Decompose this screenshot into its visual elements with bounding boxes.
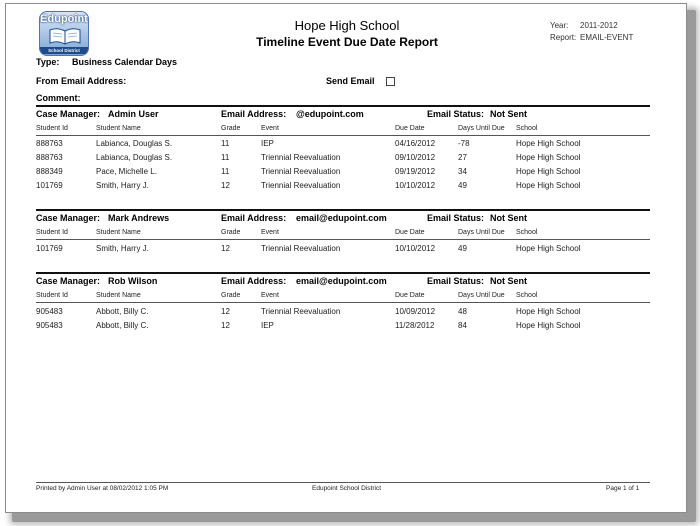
type-label: Type: bbox=[36, 57, 60, 67]
cell-student-id: 888763 bbox=[36, 153, 63, 162]
type-value: Business Calendar Days bbox=[72, 57, 178, 67]
cell-student-name: Smith, Harry J. bbox=[96, 181, 149, 190]
cell-student-name: Abbott, Billy C. bbox=[96, 321, 149, 330]
case-manager-name: Mark Andrews bbox=[108, 213, 170, 223]
report-title: Timeline Event Due Date Report bbox=[256, 35, 438, 49]
col-student-name: Student Name bbox=[96, 292, 141, 299]
logo-brand: Edupoint bbox=[40, 13, 88, 25]
cell-student-name: Smith, Harry J. bbox=[96, 244, 149, 253]
cell-grade: 12 bbox=[221, 181, 230, 190]
cell-school: Hope High School bbox=[516, 181, 581, 190]
cell-days-until-due: 48 bbox=[458, 307, 467, 316]
cell-due-date: 04/16/2012 bbox=[395, 139, 436, 148]
col-grade: Grade bbox=[221, 229, 241, 236]
cell-school: Hope High School bbox=[516, 244, 581, 253]
cell-student-id: 905483 bbox=[36, 307, 63, 316]
header-underline bbox=[36, 135, 650, 136]
col-school: School bbox=[516, 292, 538, 299]
email-address-value: email@edupoint.com bbox=[296, 276, 387, 286]
email-address-value: email@edupoint.com bbox=[296, 213, 387, 223]
school-title: Hope High School bbox=[294, 18, 400, 33]
cell-school: Hope High School bbox=[516, 167, 581, 176]
cell-due-date: 11/28/2012 bbox=[395, 321, 435, 330]
cell-grade: 11 bbox=[221, 153, 230, 162]
cell-student-id: 101769 bbox=[36, 181, 63, 190]
col-student-name: Student Name bbox=[96, 125, 141, 132]
email-address-label: Email Address: bbox=[221, 109, 287, 119]
year-label: Year: bbox=[550, 21, 569, 30]
cell-days-until-due: 49 bbox=[458, 244, 467, 253]
col-event: Event bbox=[261, 229, 279, 236]
cell-student-id: 905483 bbox=[36, 321, 63, 330]
email-status-label: Email Status: bbox=[427, 213, 485, 223]
cell-student-name: Abbott, Billy C. bbox=[96, 307, 149, 316]
col-student-id: Student Id bbox=[36, 125, 68, 132]
year-value: 2011-2012 bbox=[580, 21, 618, 30]
footer-divider bbox=[36, 482, 650, 483]
col-student-name: Student Name bbox=[96, 229, 141, 236]
cell-school: Hope High School bbox=[516, 321, 581, 330]
email-address-value: @edupoint.com bbox=[296, 109, 364, 119]
page-number: Page 1 of 1 bbox=[606, 485, 640, 492]
cell-school: Hope High School bbox=[516, 139, 581, 148]
cell-due-date: 10/10/2012 bbox=[395, 244, 436, 253]
col-grade: Grade bbox=[221, 292, 241, 299]
col-school: School bbox=[516, 125, 538, 132]
case-manager-label: Case Manager: bbox=[36, 276, 101, 286]
section-divider bbox=[36, 105, 650, 107]
col-days-until-due: Days Until Due bbox=[458, 229, 505, 236]
cell-student-id: 101769 bbox=[36, 244, 63, 253]
cell-event: IEP bbox=[261, 321, 274, 330]
cell-grade: 12 bbox=[221, 244, 230, 253]
report-page bbox=[5, 3, 687, 513]
cell-due-date: 09/10/2012 bbox=[395, 153, 436, 162]
col-event: Event bbox=[261, 292, 279, 299]
case-manager-label: Case Manager: bbox=[36, 109, 101, 119]
section-divider bbox=[36, 272, 650, 274]
cell-grade: 11 bbox=[221, 139, 230, 148]
cell-school: Hope High School bbox=[516, 307, 581, 316]
col-student-id: Student Id bbox=[36, 292, 68, 299]
cell-event: IEP bbox=[261, 139, 274, 148]
email-status-value: Not Sent bbox=[490, 213, 527, 223]
col-event: Event bbox=[261, 125, 279, 132]
col-due-date: Due Date bbox=[395, 125, 425, 132]
cell-grade: 12 bbox=[221, 321, 230, 330]
cell-due-date: 10/10/2012 bbox=[395, 181, 436, 190]
cell-event: Triennial Reevaluation bbox=[261, 244, 341, 253]
case-manager-name: Rob Wilson bbox=[108, 276, 158, 286]
send-email-checkbox[interactable] bbox=[386, 77, 395, 86]
cell-days-until-due: -78 bbox=[458, 139, 470, 148]
cell-student-name: Labianca, Douglas S. bbox=[96, 153, 173, 162]
cell-event: Triennial Reevaluation bbox=[261, 307, 341, 316]
col-days-until-due: Days Until Due bbox=[458, 292, 505, 299]
col-due-date: Due Date bbox=[395, 292, 425, 299]
col-school: School bbox=[516, 229, 538, 236]
cell-student-name: Labianca, Douglas S. bbox=[96, 139, 173, 148]
cell-days-until-due: 34 bbox=[458, 167, 467, 176]
email-address-label: Email Address: bbox=[221, 276, 287, 286]
cell-event: Triennial Reevaluation bbox=[261, 153, 341, 162]
cell-due-date: 09/19/2012 bbox=[395, 167, 436, 176]
from-email-label: From Email Address: bbox=[36, 76, 127, 86]
cell-days-until-due: 84 bbox=[458, 321, 467, 330]
section-divider bbox=[36, 209, 650, 211]
footer-district: Edupoint School District bbox=[312, 485, 382, 492]
col-due-date: Due Date bbox=[395, 229, 425, 236]
cell-student-id: 888349 bbox=[36, 167, 63, 176]
cell-grade: 11 bbox=[221, 167, 230, 176]
email-status-value: Not Sent bbox=[490, 276, 527, 286]
cell-due-date: 10/09/2012 bbox=[395, 307, 436, 316]
printed-by: Printed by Admin User at 08/02/2012 1:05 PM bbox=[36, 485, 169, 492]
send-email-label: Send Email bbox=[326, 76, 375, 86]
email-status-label: Email Status: bbox=[427, 276, 485, 286]
cell-event: Triennial Reevaluation bbox=[261, 181, 341, 190]
case-manager-label: Case Manager: bbox=[36, 213, 101, 223]
col-student-id: Student Id bbox=[36, 229, 68, 236]
case-manager-name: Admin User bbox=[108, 109, 159, 119]
cell-student-id: 888763 bbox=[36, 139, 63, 148]
col-grade: Grade bbox=[221, 125, 241, 132]
cell-student-name: Pace, Michelle L. bbox=[96, 167, 157, 176]
logo-subtitle: School District bbox=[40, 47, 88, 54]
col-days-until-due: Days Until Due bbox=[458, 125, 505, 132]
email-address-label: Email Address: bbox=[221, 213, 287, 223]
cell-days-until-due: 49 bbox=[458, 181, 467, 190]
cell-days-until-due: 27 bbox=[458, 153, 467, 162]
report-code: EMAIL-EVENT bbox=[580, 33, 634, 42]
cell-grade: 12 bbox=[221, 307, 230, 316]
cell-school: Hope High School bbox=[516, 153, 581, 162]
header-underline bbox=[36, 239, 650, 240]
cell-event: Triennial Reevaluation bbox=[261, 167, 341, 176]
report-label: Report: bbox=[550, 33, 577, 42]
email-status-label: Email Status: bbox=[427, 109, 485, 119]
comment-label: Comment: bbox=[36, 93, 81, 103]
header-underline bbox=[36, 302, 650, 303]
email-status-value: Not Sent bbox=[490, 109, 527, 119]
